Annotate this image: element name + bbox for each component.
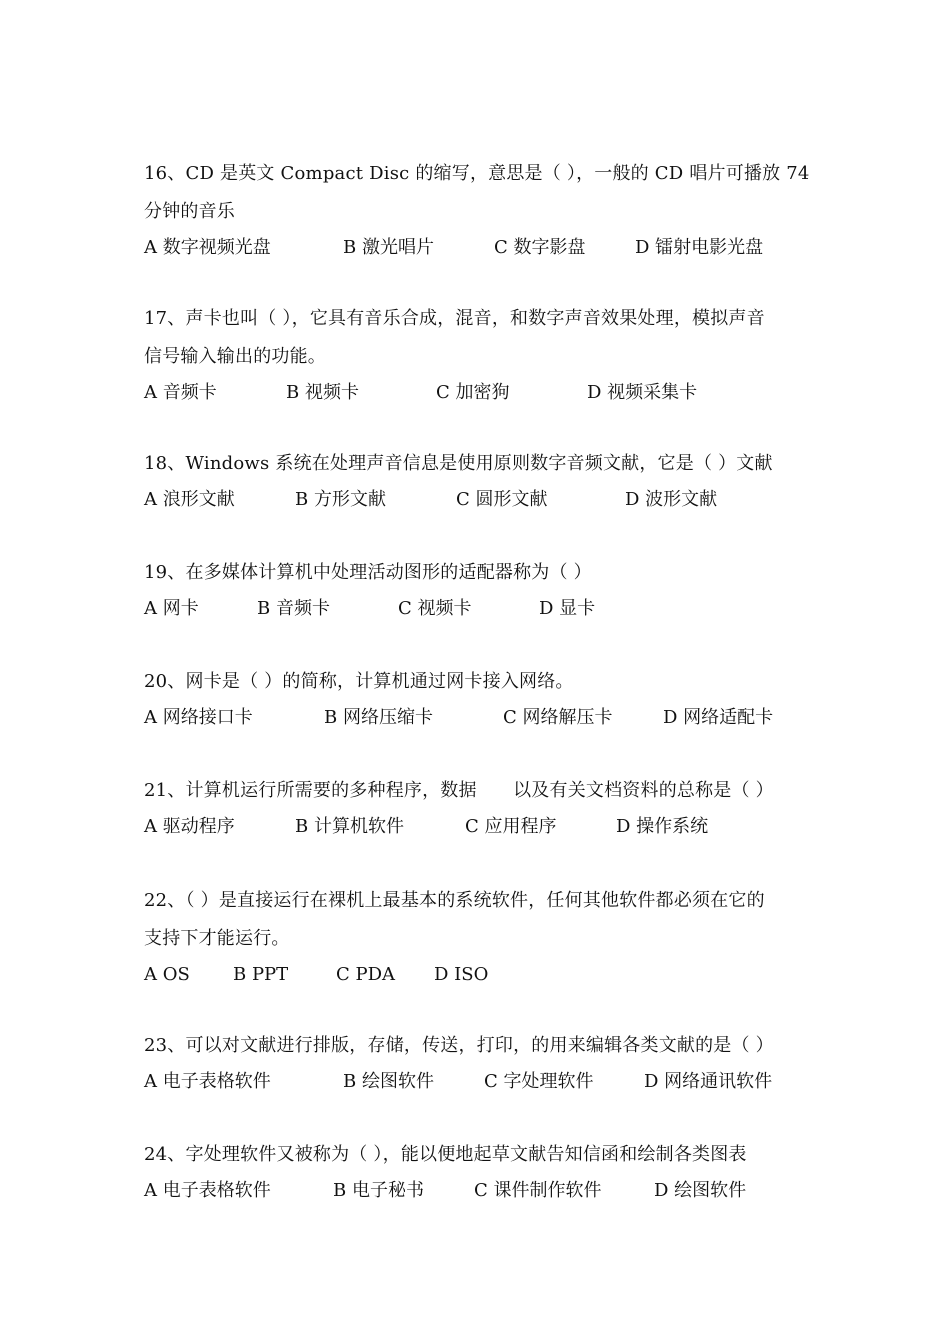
option-d: D 波形文献: [625, 489, 718, 510]
answer-options: [144, 958, 824, 992]
stem-line: 支持下才能运行。: [144, 928, 290, 949]
option-c: C 课件制作软件: [474, 1180, 602, 1201]
option-b: B 激光唱片: [343, 237, 434, 258]
answer-options: [144, 483, 824, 517]
option-c: C 应用程序: [465, 816, 557, 837]
stem-line: 17、声卡也叫（ ），它具有音乐合成，混音，和数字声音效果处理，模拟声音: [144, 308, 765, 329]
option-b: B 方形文献: [295, 489, 386, 510]
answer-options: [144, 701, 824, 735]
stem-line: 16、CD 是英文 Compact Disc 的缩写，意思是（ ），一般的 CD 唱片可播放 74: [144, 163, 810, 184]
option-a: A 驱动程序: [144, 816, 235, 837]
option-b: B 音频卡: [257, 598, 330, 619]
answer-options: [144, 810, 824, 844]
answer-options: [144, 592, 824, 626]
question-18: [144, 445, 824, 517]
question-23: [144, 1027, 824, 1099]
answer-options: [144, 376, 824, 410]
question-16: [144, 155, 824, 265]
option-d: D 网络适配卡: [663, 707, 774, 728]
stem-line: 信号输入输出的功能。: [144, 346, 326, 367]
stem-line: 分钟的音乐: [144, 201, 235, 222]
option-a: A 浪形文献: [144, 489, 235, 510]
stem-line: 24、字处理软件又被称为（ ），能以便地起草文献告知信函和绘制各类图表: [144, 1144, 747, 1165]
option-c: C 网络解压卡: [503, 707, 613, 728]
option-c: C 加密狗: [436, 382, 510, 403]
option-b: B 电子秘书: [333, 1180, 424, 1201]
option-a: A 网络接口卡: [144, 707, 253, 728]
option-d: D 显卡: [539, 598, 596, 619]
question-19: [144, 554, 824, 626]
option-a: A OS: [144, 964, 190, 985]
option-a: A 数字视频光盘: [144, 237, 271, 258]
option-d: D 网络通讯软件: [644, 1071, 773, 1092]
stem-line: 23、可以对文献进行排版，存储，传送，打印，的用来编辑各类文献的是（ ）: [144, 1035, 774, 1056]
question-stem: [144, 445, 824, 483]
option-a: A 网卡: [144, 598, 199, 619]
stem-line: 21、计算机运行所需要的多种程序，数据 以及有关文档资料的总称是（ ）: [144, 780, 774, 801]
option-b: B 视频卡: [286, 382, 359, 403]
option-d: D 镭射电影光盘: [635, 237, 764, 258]
question-stem: [144, 772, 824, 810]
question-stem: [144, 554, 824, 592]
option-d: D 操作系统: [616, 816, 709, 837]
question-stem: [144, 663, 824, 701]
question-stem: [144, 1136, 824, 1174]
option-a: A 电子表格软件: [144, 1071, 271, 1092]
question-21: [144, 772, 824, 844]
question-stem: [144, 1027, 824, 1065]
option-a: A 音频卡: [144, 382, 217, 403]
question-stem: [144, 300, 824, 376]
option-d: D 绘图软件: [654, 1180, 747, 1201]
answer-options: [144, 1065, 824, 1099]
stem-line: 18、Windows 系统在处理声音信息是使用原则数字音频文献，它是（ ）文献: [144, 453, 773, 474]
option-c: C 数字影盘: [494, 237, 586, 258]
stem-line: 22、（ ）是直接运行在裸机上最基本的系统软件，任何其他软件都必须在它的: [144, 890, 765, 911]
option-b: B 绘图软件: [343, 1071, 434, 1092]
option-a: A 电子表格软件: [144, 1180, 271, 1201]
option-c: C PDA: [336, 964, 396, 985]
stem-line: 19、在多媒体计算机中处理活动图形的适配器称为（ ）: [144, 562, 592, 583]
question-20: [144, 663, 824, 735]
option-b: B 计算机软件: [295, 816, 404, 837]
question-22: [144, 882, 824, 992]
option-b: B 网络压缩卡: [324, 707, 433, 728]
option-d: D ISO: [434, 964, 489, 985]
answer-options: [144, 1174, 824, 1208]
option-d: D 视频采集卡: [587, 382, 698, 403]
option-c: C 字处理软件: [484, 1071, 594, 1092]
option-b: B PPT: [233, 964, 289, 985]
stem-line: 20、网卡是（ ）的简称，计算机通过网卡接入网络。: [144, 671, 574, 692]
question-stem: [144, 155, 824, 231]
question-stem: [144, 882, 824, 958]
question-24: [144, 1136, 824, 1208]
option-c: C 圆形文献: [456, 489, 548, 510]
question-17: [144, 300, 824, 410]
answer-options: [144, 231, 824, 265]
option-c: C 视频卡: [398, 598, 472, 619]
